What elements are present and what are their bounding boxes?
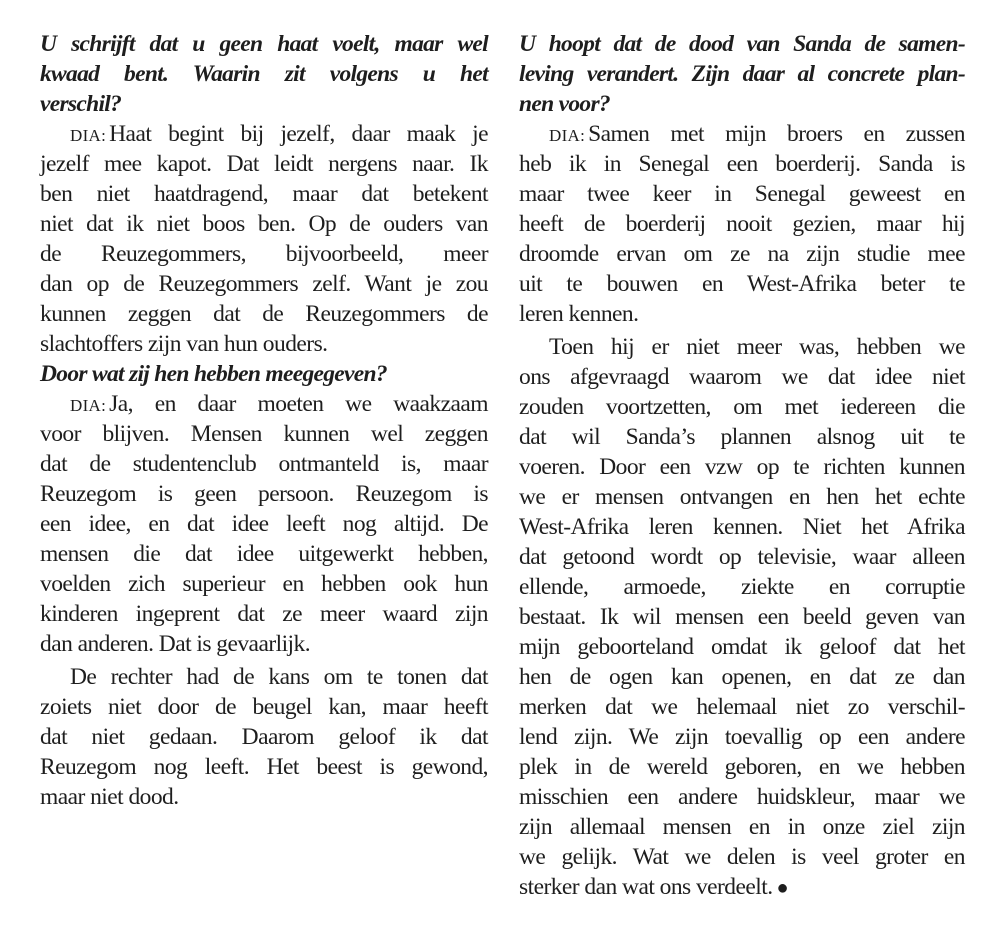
text-line <box>519 452 965 482</box>
line-text: we gelijk. Wat we delen is veel groter en <box>519 844 965 870</box>
line-text: Reuzegom nog leeft. Het beest is gewond, <box>40 754 488 780</box>
text-line <box>40 89 488 119</box>
text-line <box>519 392 965 422</box>
line-text: plek in de wereld geboren, en we hebben <box>519 754 965 780</box>
line-text: U hoopt dat de dood van Sanda de samen- <box>519 31 965 57</box>
line-text: maar twee keer in Senegal geweest en <box>519 181 965 207</box>
text-line <box>40 389 488 419</box>
line-text: leving verandert. Zijn daar al concrete plan- <box>519 61 965 87</box>
line-text: heb ik in Senegal een boerderij. Sanda is <box>519 151 965 177</box>
text-line <box>40 752 488 782</box>
line-text: Toen hij er niet meer was, hebben we <box>549 334 965 360</box>
line-text: dat wil Sanda’s plannen alsnog uit te <box>519 424 965 450</box>
text-line <box>519 299 965 329</box>
body-paragraph <box>519 332 965 902</box>
text-line <box>519 179 965 209</box>
line-text: zouden voortzetten, om met iedereen die <box>519 394 965 420</box>
line-text: voor blijven. Mensen kunnen wel zeggen <box>40 421 488 447</box>
line-text: Ja, en daar moeten we waakzaam <box>109 391 488 417</box>
text-line <box>40 539 488 569</box>
line-text: maar niet dood. <box>40 784 179 810</box>
line-text: kunnen zeggen dat de Reuzegommers de <box>40 301 488 327</box>
text-line <box>40 662 488 692</box>
text-line <box>40 449 488 479</box>
text-line <box>519 722 965 752</box>
line-text: sterker dan wat ons verdeelt. <box>519 874 773 900</box>
text-line <box>519 239 965 269</box>
text-line <box>40 269 488 299</box>
text-line <box>519 59 965 89</box>
text-line <box>519 662 965 692</box>
text-line <box>40 299 488 329</box>
body-paragraph <box>40 662 488 812</box>
line-text: de Reuzegommers, bijvoorbeeld, meer <box>40 241 488 267</box>
line-text: heeft de boerderij nooit gezien, maar hij <box>519 211 965 237</box>
text-line <box>519 632 965 662</box>
text-line <box>40 419 488 449</box>
text-line <box>519 422 965 452</box>
text-line <box>40 692 488 722</box>
text-line <box>40 359 488 389</box>
line-text: Reuzegom is geen persoon. Reuzegom is <box>40 481 488 507</box>
article-column-right <box>519 29 965 902</box>
line-text: droomde ervan om ze na zijn studie mee <box>519 241 965 267</box>
text-line <box>40 179 488 209</box>
text-line <box>519 812 965 842</box>
interview-question <box>40 29 488 119</box>
line-text: merken dat we helemaal niet zo verschil- <box>519 694 965 720</box>
text-line <box>40 569 488 599</box>
text-line <box>519 332 965 362</box>
text-line <box>519 602 965 632</box>
line-text: West-Afrika leren kennen. Niet het Afrika <box>519 514 965 540</box>
text-line <box>519 149 965 179</box>
line-text: dat de studentenclub ontmanteld is, maar <box>40 451 488 477</box>
line-text: U schrijft dat u geen haat voelt, maar wel <box>40 31 488 57</box>
line-text: zijn allemaal mensen en in onze ziel zijn <box>519 814 965 840</box>
line-text: misschien een andere huidskleur, maar we <box>519 784 965 810</box>
text-line <box>519 29 965 59</box>
text-line <box>519 542 965 572</box>
line-text: kwaad bent. Waarin zit volgens u het <box>40 61 488 87</box>
line-text: Door wat zij hen hebben meegegeven? <box>40 361 387 387</box>
text-line <box>40 29 488 59</box>
speaker-label: DIA: <box>70 396 107 415</box>
text-line <box>519 842 965 872</box>
line-text: leren kennen. <box>519 301 639 327</box>
line-text: hen de ogen kan openen, en dat ze dan <box>519 664 965 690</box>
interview-question <box>40 359 488 389</box>
text-line <box>519 692 965 722</box>
text-line <box>40 149 488 179</box>
line-text: jezelf mee kapot. Dat leidt nergens naar. Ik <box>40 151 488 177</box>
line-text: zoiets niet door de beugel kan, maar heeft <box>40 694 488 720</box>
line-text: uit te bouwen en West-Afrika beter te <box>519 271 965 297</box>
text-line <box>519 512 965 542</box>
text-line <box>40 599 488 629</box>
text-line <box>519 782 965 812</box>
text-line <box>40 509 488 539</box>
interview-answer <box>40 389 488 659</box>
text-line <box>519 209 965 239</box>
text-line <box>519 119 965 149</box>
text-line <box>40 209 488 239</box>
line-text: kinderen ingeprent dat ze meer waard zijn <box>40 601 488 627</box>
text-line <box>519 572 965 602</box>
line-text: dat niet gedaan. Daarom geloof ik dat <box>40 724 488 750</box>
text-line <box>40 782 488 812</box>
text-line <box>519 482 965 512</box>
line-text: voeren. Door een vzw op te richten kunnen <box>519 454 965 480</box>
text-line <box>40 329 488 359</box>
text-line <box>40 722 488 752</box>
article-end-mark-icon: ● <box>776 877 789 899</box>
interview-answer <box>40 119 488 359</box>
text-line <box>519 269 965 299</box>
interview-question <box>519 29 965 119</box>
text-line <box>519 752 965 782</box>
line-text: voelden zich superieur en hebben ook hun <box>40 571 488 597</box>
line-text: nen voor? <box>519 91 610 117</box>
line-text: mijn geboorteland omdat ik geloof dat het <box>519 634 965 660</box>
line-text: De rechter had de kans om te tonen dat <box>70 664 488 690</box>
line-text: we er mensen ontvangen en hen het echte <box>519 484 965 510</box>
text-line <box>40 59 488 89</box>
line-text: een idee, en dat idee leeft nog altijd. De <box>40 511 488 537</box>
speaker-label: DIA: <box>549 126 586 145</box>
text-line <box>40 239 488 269</box>
line-text: bestaat. Ik wil mensen een beeld geven van <box>519 604 965 630</box>
line-text: mensen die dat idee uitgewerkt hebben, <box>40 541 488 567</box>
text-line <box>519 362 965 392</box>
line-text: Samen met mijn broers en zussen <box>588 121 965 147</box>
text-line <box>519 89 965 119</box>
text-line <box>40 119 488 149</box>
line-text: ben niet haatdragend, maar dat betekent <box>40 181 488 207</box>
article-column-left <box>40 29 488 812</box>
line-text: dan anderen. Dat is gevaarlijk. <box>40 631 311 657</box>
line-text: ons afgevraagd waarom we dat idee niet <box>519 364 965 390</box>
line-text: Haat begint bij jezelf, daar maak je <box>109 121 488 147</box>
line-text: verschil? <box>40 91 122 117</box>
line-text: ellende, armoede, ziekte en corruptie <box>519 574 965 600</box>
text-line <box>40 629 488 659</box>
text-line <box>40 479 488 509</box>
speaker-label: DIA: <box>70 126 107 145</box>
line-text: niet dat ik niet boos ben. Op de ouders van <box>40 211 488 237</box>
line-text: dat getoond wordt op televisie, waar alleen <box>519 544 965 570</box>
text-line <box>519 872 965 902</box>
interview-answer <box>519 119 965 329</box>
line-text: slachtoffers zijn van hun ouders. <box>40 331 328 357</box>
line-text: lend zijn. We zijn toevallig op een andere <box>519 724 965 750</box>
line-text: dan op de Reuzegommers zelf. Want je zou <box>40 271 488 297</box>
